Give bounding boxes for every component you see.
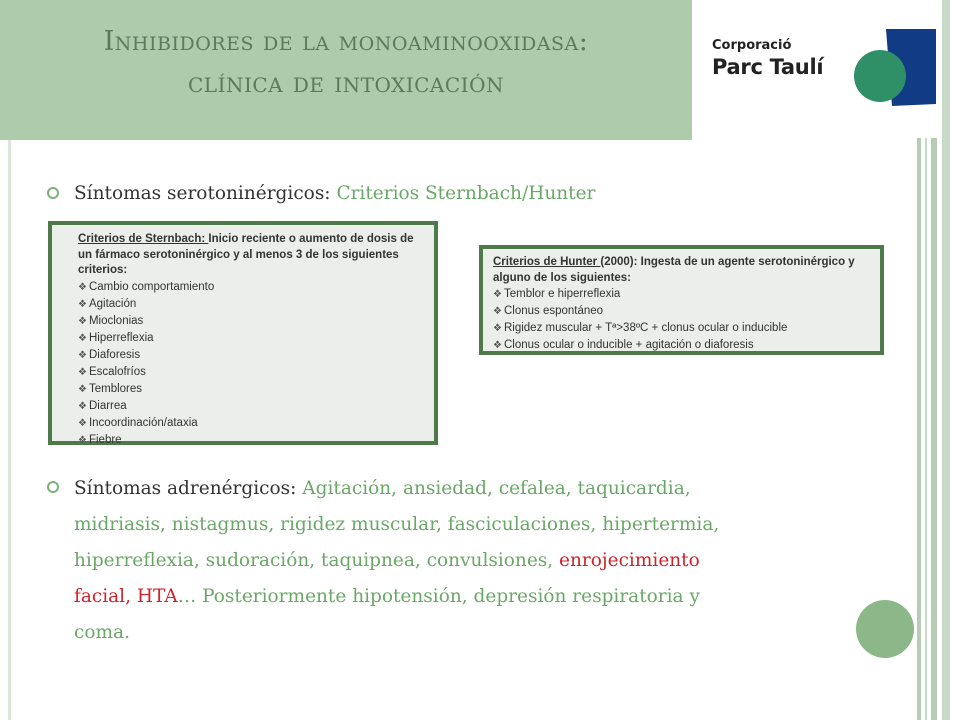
diamond-bullet-icon: ❖ [493,340,502,351]
sternbach-item-label: Diaforesis [88,348,141,361]
diamond-bullet-icon: ❖ [78,383,87,395]
sternbach-item [78,381,422,398]
adrenergic-red-4: facial, HTA [74,586,178,607]
logo-line-1: Corporació [712,38,792,53]
hunter-header [493,255,870,286]
logo-green-circle [854,50,906,102]
hunter-item-label: Temblor e hiperreflexia [503,288,621,300]
title-line-2: clínica de intoxicación [188,65,504,99]
diamond-bullet-icon: ❖ [78,434,87,446]
serotonergic-label: Síntomas serotoninérgicos: [74,183,337,204]
adrenergic-red-3: enrojecimiento [559,550,700,571]
diamond-bullet-icon: ❖ [78,400,87,412]
adrenergic-line-5: coma. [74,622,130,643]
hunter-item [493,337,870,354]
sternbach-item [78,364,422,381]
hunter-criteria-box [479,245,884,355]
adrenergic-line-1 [74,471,874,507]
sternbach-criteria-box [48,221,438,445]
adrenergic-line-4 [74,579,874,615]
bullet-icon [46,186,60,200]
diamond-bullet-icon: ❖ [78,349,87,361]
hunter-item-label: Clonus espontáneo [503,305,604,317]
logo-line-2: Parc Taulí [712,55,824,79]
sternbach-item-label: Escalofríos [88,365,146,378]
adrenergic-line-2: midriasis, nistagmus, rigidez muscular, fasciculaciones, hipertermia, [74,514,720,535]
sternbach-item-label: Incoordinación/ataxia [88,416,198,429]
hunter-item-label: Rigidez muscular + Tª>38ºC + clonus ocular o inducible [503,322,788,334]
sternbach-list [78,279,422,449]
adrenergic-paragraph [74,471,874,651]
sternbach-title: Criterios de Sternbach: [78,233,209,245]
sternbach-item-label: Agitación [88,297,137,310]
diamond-bullet-icon: ❖ [78,281,87,293]
logo-text [712,38,823,80]
sternbach-item [78,347,422,364]
sternbach-item [78,279,422,296]
diamond-bullet-icon: ❖ [78,332,87,344]
diamond-bullet-icon: ❖ [78,315,87,327]
adrenergic-label: Síntomas adrenérgicos: [74,478,303,499]
diamond-bullet-icon: ❖ [78,417,87,429]
sternbach-item-label: Hiperreflexia [88,331,154,344]
hunter-intro: (2000): Ingesta de un agente serotoninérgico y alguno de los siguientes: [493,256,855,284]
adrenergic-text-3: hiperreflexia, sudoración, taquipnea, convulsiones, [74,550,560,571]
left-rail [8,140,11,720]
hunter-item [493,286,870,303]
diamond-bullet-icon: ❖ [493,323,502,334]
sternbach-item-label: Mioclonias [88,314,144,327]
slide-title [0,22,692,102]
hunter-list [493,286,870,354]
sternbach-item [78,296,422,313]
diamond-bullet-icon: ❖ [493,289,502,300]
sternbach-header [78,232,422,279]
bullet-icon [46,480,60,494]
adrenergic-line-3 [74,543,874,579]
hunter-title: Criterios de Hunter [493,256,601,268]
logo-mark-icon [852,26,940,110]
diamond-bullet-icon: ❖ [78,298,87,310]
right-rail-4 [942,0,950,720]
sternbach-item-label: Fiebre [88,433,122,446]
serotonergic-line [74,176,595,211]
hunter-item-label: Clonus ocular o inducible + agitación o diaforesis [503,339,754,351]
sternbach-item [78,415,422,432]
decorative-circle [856,600,914,658]
adrenergic-text-1: Agitación, ansiedad, cefalea, taquicardia, [302,478,691,499]
serotonergic-detail: Criterios Sternbach/Hunter [336,183,596,204]
sternbach-item [78,330,422,347]
title-line-1: Inhibidores de la monoaminooxidasa: [103,26,589,57]
diamond-bullet-icon: ❖ [78,366,87,378]
diamond-bullet-icon: ❖ [493,306,502,317]
adrenergic-text-4: … Posteriormente hipotensión, depresión respiratoria y [177,586,700,607]
sternbach-intro: Inicio reciente o aumento de dosis de un fármaco serotoninérgico y al menos 3 de los siguientes criterios: [78,233,414,276]
sternbach-item-label: Temblores [88,382,143,395]
sternbach-item-label: Cambio comportamiento [88,280,215,293]
hunter-item [493,303,870,320]
sternbach-item [78,313,422,330]
sternbach-item [78,432,422,449]
sternbach-item [78,398,422,415]
sternbach-item-label: Diarrea [88,399,127,412]
hunter-item [493,320,870,337]
